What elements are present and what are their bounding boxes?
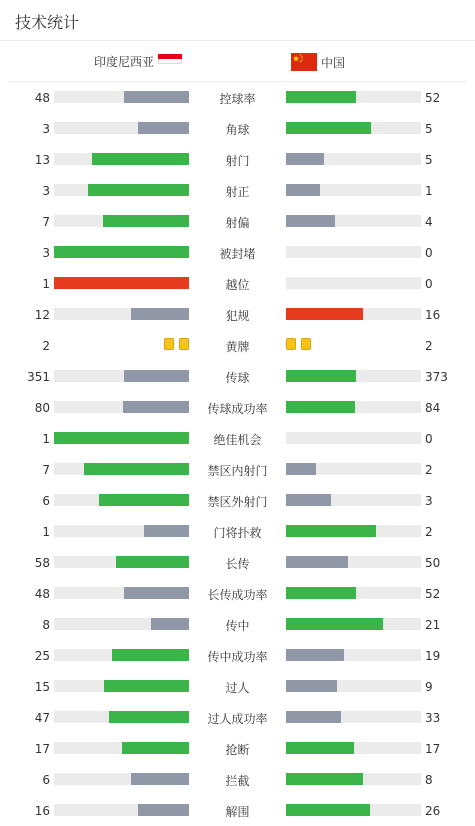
home-stat-bar <box>54 742 189 754</box>
away-stat-fill <box>286 494 331 506</box>
away-stat-bar <box>286 401 421 413</box>
away-stat-value: 52 <box>425 587 441 601</box>
away-stat-value: 5 <box>425 122 433 136</box>
stat-label: 射正 <box>225 185 250 199</box>
away-stat-value: 0 <box>425 246 433 260</box>
stat-label: 门将扑救 <box>213 526 262 540</box>
home-stat-value: 8 <box>42 618 50 632</box>
away-stat-value: 33 <box>425 711 441 725</box>
home-stat-value: 1 <box>42 525 50 539</box>
away-stat-fill <box>286 91 356 103</box>
away-stat-value: 8 <box>425 773 433 787</box>
home-stat-bar <box>54 91 189 103</box>
teams-header <box>8 41 467 82</box>
stat-label: 拦截 <box>225 774 250 788</box>
home-stat-value: 47 <box>34 711 50 725</box>
home-stat-bar <box>54 153 189 165</box>
home-stat-fill <box>88 184 189 196</box>
stat-label: 解围 <box>225 805 250 819</box>
page-title: 技术统计 <box>15 13 80 32</box>
away-stat-bar <box>286 804 421 816</box>
away-stat-value: 26 <box>425 804 441 818</box>
away-stat-bar <box>286 618 421 630</box>
away-stat-fill <box>286 370 356 382</box>
stat-label: 禁区外射门 <box>207 495 268 509</box>
stat-label: 传球 <box>225 371 250 385</box>
stat-row <box>0 640 475 671</box>
away-stat-bar <box>286 246 421 258</box>
yellow-card-icon <box>301 338 311 350</box>
away-stat-value: 17 <box>425 742 441 756</box>
away-stat-bar <box>286 215 421 227</box>
home-stat-fill <box>124 370 189 382</box>
home-stat-fill <box>144 525 189 537</box>
away-stat-value: 0 <box>425 277 433 291</box>
away-stat-bar <box>286 370 421 382</box>
home-stat-bar <box>54 463 189 475</box>
home-stat-bar <box>54 804 189 816</box>
header <box>0 0 475 41</box>
away-stat-value: 3 <box>425 494 433 508</box>
stat-row <box>0 485 475 516</box>
home-stat-bar <box>54 711 189 723</box>
home-stat-value: 1 <box>42 277 50 291</box>
away-stat-fill <box>286 618 383 630</box>
stat-label: 传球成功率 <box>207 402 268 416</box>
home-stat-value: 7 <box>42 463 50 477</box>
away-stat-bar <box>286 680 421 692</box>
home-stat-value: 3 <box>42 122 50 136</box>
home-stat-value: 3 <box>42 246 50 260</box>
home-stat-bar <box>54 618 189 630</box>
away-stat-bar <box>286 742 421 754</box>
china-flag-icon <box>291 53 317 71</box>
home-stat-fill <box>151 618 189 630</box>
home-stat-fill <box>84 463 189 475</box>
stat-label: 传中成功率 <box>207 650 268 664</box>
away-stat-fill <box>286 308 363 320</box>
home-stat-value: 3 <box>42 184 50 198</box>
away-stat-value: 21 <box>425 618 441 632</box>
away-stat-fill <box>286 463 316 475</box>
stat-row <box>0 330 475 361</box>
home-stat-bar <box>54 494 189 506</box>
stat-row <box>0 392 475 423</box>
away-stat-bar <box>286 184 421 196</box>
home-stat-value: 16 <box>34 804 50 818</box>
away-stat-value: 2 <box>425 525 433 539</box>
away-stat-bar <box>286 525 421 537</box>
stat-row <box>0 671 475 702</box>
away-stat-bar <box>286 308 421 320</box>
away-stat-bar <box>286 463 421 475</box>
home-stat-bar <box>54 401 189 413</box>
away-team[interactable] <box>291 53 345 71</box>
home-stat-value: 6 <box>42 494 50 508</box>
stat-label: 抢断 <box>225 743 250 757</box>
home-stat-value: 12 <box>34 308 50 322</box>
yellow-card-icon <box>179 338 189 350</box>
stat-label: 绝佳机会 <box>213 433 262 447</box>
away-stat-fill <box>286 153 324 165</box>
home-stat-value: 1 <box>42 432 50 446</box>
stat-row <box>0 578 475 609</box>
home-stat-bar <box>54 308 189 320</box>
away-stat-value: 16 <box>425 308 441 322</box>
away-stat-bar <box>286 122 421 134</box>
stat-row <box>0 764 475 795</box>
away-stat-value: 4 <box>425 215 433 229</box>
away-team-name: 中国 <box>321 55 346 70</box>
home-stat-fill <box>92 153 189 165</box>
away-stat-value: 5 <box>425 153 433 167</box>
stat-label: 禁区内射门 <box>207 464 268 478</box>
away-stat-bar <box>286 153 421 165</box>
stat-row <box>0 516 475 547</box>
home-stat-bar <box>54 649 189 661</box>
stat-row <box>0 175 475 206</box>
stat-row <box>0 361 475 392</box>
away-stat-bar <box>286 91 421 103</box>
away-stat-value: 50 <box>425 556 441 570</box>
home-stat-fill <box>138 122 189 134</box>
stat-row <box>0 206 475 237</box>
home-stat-fill <box>54 246 189 258</box>
home-stat-fill <box>124 91 189 103</box>
away-stat-fill <box>286 184 320 196</box>
stat-row <box>0 733 475 764</box>
away-stat-fill <box>286 680 337 692</box>
home-stat-value: 58 <box>34 556 50 570</box>
stat-label: 角球 <box>225 123 250 137</box>
away-stat-fill <box>286 711 341 723</box>
home-stat-value: 17 <box>34 742 50 756</box>
away-stat-fill <box>286 804 370 816</box>
home-stat-bar <box>54 246 189 258</box>
home-stat-bar <box>54 184 189 196</box>
away-stat-bar <box>286 587 421 599</box>
away-stat-bar <box>286 649 421 661</box>
home-team-name: 印度尼西亚 <box>93 55 154 69</box>
home-stat-fill <box>54 432 189 444</box>
home-stat-fill <box>54 277 189 289</box>
home-stat-bar <box>54 122 189 134</box>
home-stat-fill <box>131 773 189 785</box>
home-stat-bar <box>54 680 189 692</box>
home-stat-bar <box>54 215 189 227</box>
away-stat-value: 9 <box>425 680 433 694</box>
home-stat-fill <box>104 680 189 692</box>
away-stat-bar <box>286 432 421 444</box>
away-stat-value: 2 <box>425 463 433 477</box>
home-stat-bar <box>54 587 189 599</box>
stat-label: 过人成功率 <box>207 712 268 726</box>
stat-label: 控球率 <box>219 92 256 106</box>
stat-row <box>0 268 475 299</box>
home-stat-value: 351 <box>27 370 50 384</box>
home-stat-bar <box>54 370 189 382</box>
home-stat-value: 48 <box>34 91 50 105</box>
away-stat-value: 19 <box>425 649 441 663</box>
yellow-card-icon <box>286 338 296 350</box>
home-stat-fill <box>124 587 189 599</box>
stat-row <box>0 113 475 144</box>
stat-row <box>0 702 475 733</box>
home-stat-value: 7 <box>42 215 50 229</box>
home-stat-fill <box>109 711 189 723</box>
home-stat-value: 15 <box>34 680 50 694</box>
away-stat-value: 52 <box>425 91 441 105</box>
away-stat-bar <box>286 773 421 785</box>
stat-row <box>0 609 475 640</box>
home-stat-value: 6 <box>42 773 50 787</box>
away-stat-fill <box>286 215 335 227</box>
stats-list <box>0 82 475 826</box>
stat-label: 长传 <box>225 557 250 571</box>
stat-label: 被封堵 <box>219 247 256 261</box>
away-stat-value: 2 <box>425 339 433 353</box>
home-stat-bar <box>54 432 189 444</box>
away-stat-bar <box>286 556 421 568</box>
home-stat-fill <box>138 804 189 816</box>
home-stat-bar <box>54 773 189 785</box>
home-yellow-cards <box>164 338 189 350</box>
home-stat-fill <box>112 649 189 661</box>
yellow-card-icon <box>164 338 174 350</box>
home-stat-value: 2 <box>42 339 50 353</box>
away-stat-value: 373 <box>425 370 448 384</box>
away-stat-bar <box>286 711 421 723</box>
home-stat-bar <box>54 277 189 289</box>
stat-row <box>0 547 475 578</box>
stat-label: 传中 <box>225 619 250 633</box>
home-stat-bar <box>54 525 189 537</box>
home-stat-fill <box>116 556 189 568</box>
away-stat-bar <box>286 277 421 289</box>
stat-row <box>0 299 475 330</box>
stat-row <box>0 454 475 485</box>
away-stat-fill <box>286 525 376 537</box>
stat-label: 射偏 <box>225 216 250 230</box>
stat-row <box>0 423 475 454</box>
stat-row <box>0 144 475 175</box>
stat-label: 射门 <box>225 154 250 168</box>
stat-label: 犯规 <box>225 309 250 323</box>
away-stat-fill <box>286 649 344 661</box>
away-stat-fill <box>286 773 363 785</box>
away-stat-value: 0 <box>425 432 433 446</box>
away-stat-value: 84 <box>425 401 441 415</box>
stat-label: 越位 <box>225 278 250 292</box>
home-stat-fill <box>123 401 189 413</box>
away-yellow-cards <box>286 338 311 350</box>
stat-label: 过人 <box>225 681 250 695</box>
away-stat-fill <box>286 742 354 754</box>
away-stat-fill <box>286 122 371 134</box>
away-stat-bar <box>286 494 421 506</box>
home-stat-value: 25 <box>34 649 50 663</box>
stat-row <box>0 795 475 826</box>
stat-label: 黄牌 <box>225 340 250 354</box>
stat-row <box>0 237 475 268</box>
indonesia-flag-icon <box>158 54 182 64</box>
home-stat-value: 80 <box>34 401 50 415</box>
away-stat-fill <box>286 587 356 599</box>
home-stat-bar <box>54 556 189 568</box>
away-stat-fill <box>286 556 348 568</box>
home-stat-value: 13 <box>34 153 50 167</box>
away-stat-value: 1 <box>425 184 433 198</box>
away-stat-fill <box>286 401 355 413</box>
home-stat-fill <box>99 494 189 506</box>
home-stat-value: 48 <box>34 587 50 601</box>
stat-label: 长传成功率 <box>207 588 268 602</box>
home-stat-fill <box>122 742 190 754</box>
home-stat-fill <box>131 308 189 320</box>
home-stat-fill <box>103 215 189 227</box>
stat-row <box>0 82 475 113</box>
home-team[interactable] <box>94 53 182 70</box>
